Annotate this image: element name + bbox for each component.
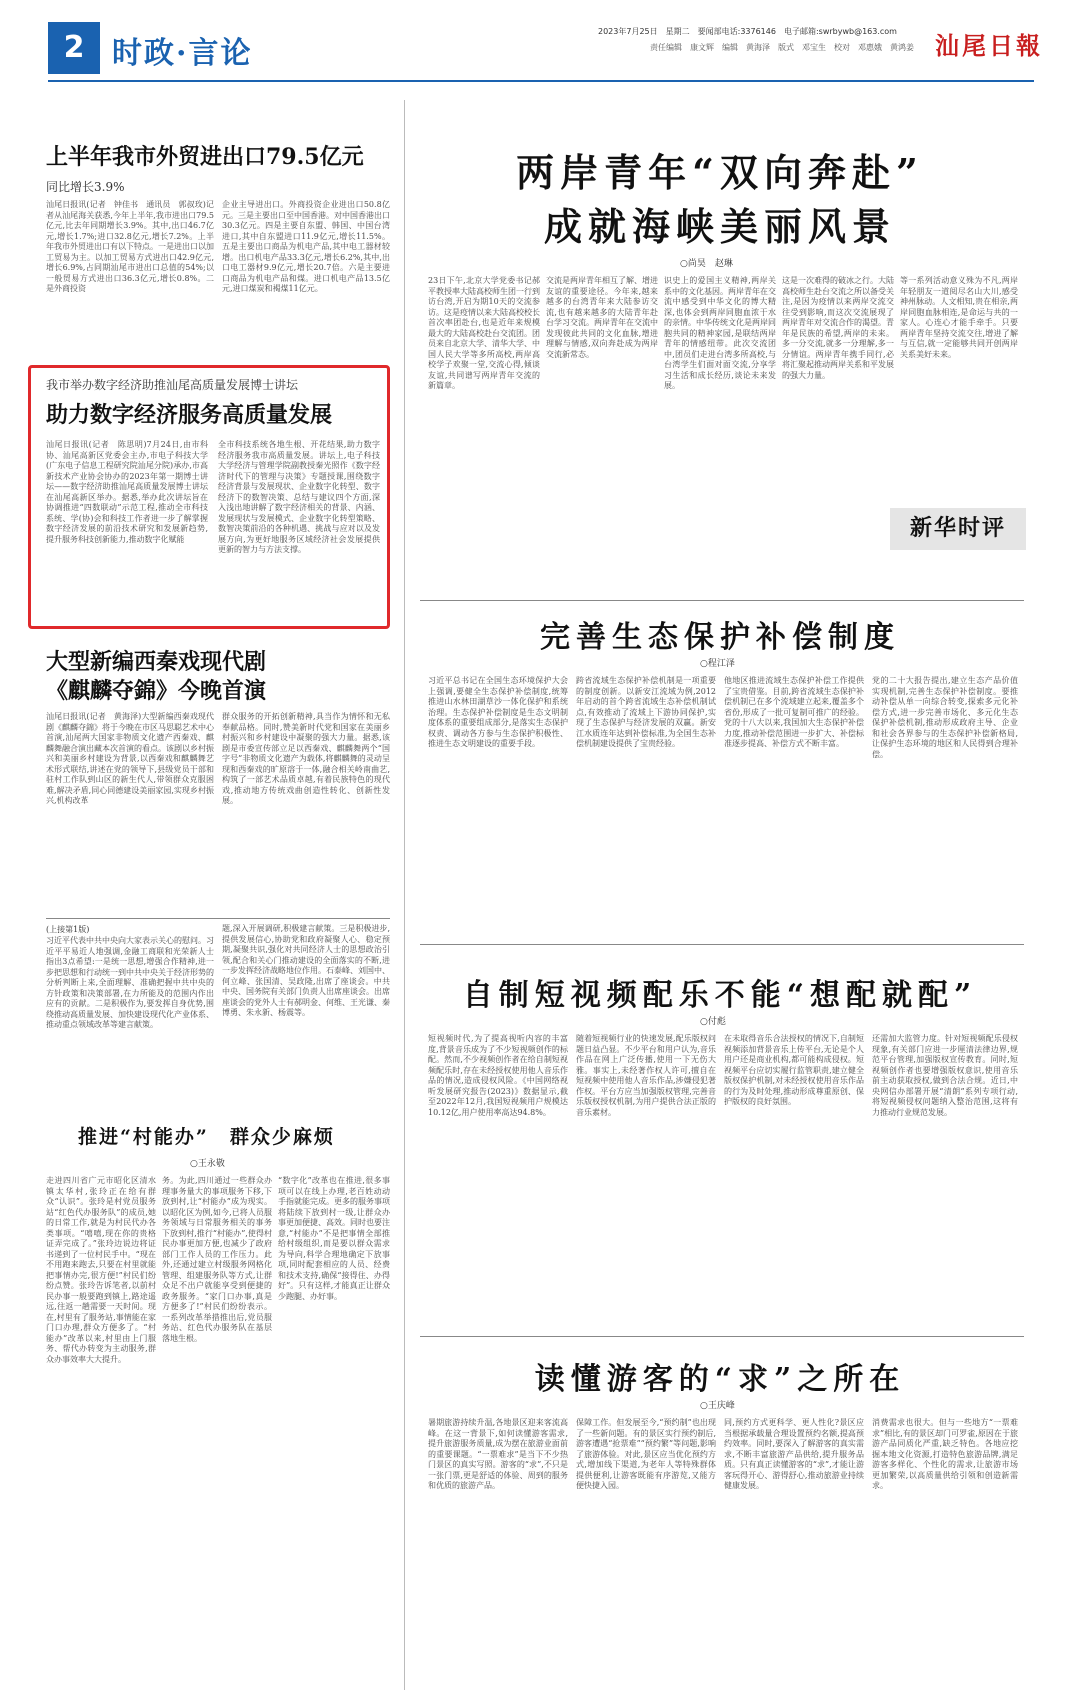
trade-subhead: 同比增长3.9% [46, 180, 125, 194]
village-body-col1: 走进四川省广元市昭化区清水镇太华村,张玲正在给有群众“认识”。张玲是村党员服务站“红色代办服务队”的成员,她的日常工作,就是为村民代办各类事项。“嘻嘻,现在你的贵格证弄完成了。”张玲边说边将证书递到了一位村民手中。“现在不用跑来跑去,只要在村里就能把事情办完,很方便!”村民们纷纷点赞。张玲告诉笔者,以前村民办事一般要跑到镇上,路途遥远,往返一趟需要一天时间。现在,村里有了服务站,事情能在家门口办理,群众方便多了。“村能办”改革以来,村里由上门服务、帮代办转变为主动服务,群众办事效率大大提升。 [46, 1176, 156, 1364]
village-byline: ○王永敬 [190, 1159, 225, 1169]
crossstrait-body-col2: 交流是两岸青年相互了解、增进友谊的重要途径。今年来,越来越多的台湾青年来大陆参访交流,也有越来越多的大陆青年赴台学习交流。两岸青年在交流中发现彼此共同的文化血脉,增进理解与情感,双向奔赴成为两岸交流新常态。 [546, 276, 658, 359]
crossstrait-body-col1: 23日下午,北京大学党委书记郝平教授率大陆高校师生团一行到访台湾,开启为期10天的交流参访。这是疫情以来大陆高校校长首次率团赴台,也是近年来规模最大的大陆高校赴台交流团。团员来自北京大学、清华大学、中国人民大学等多所高校,两岸高校学子欢聚一堂,交流心得,倾谈友谊,共同谱写两岸青年交流的新篇章。 [428, 276, 540, 390]
continued-body-col2: 题,深入开展调研,积极建言献策。三是积极进步,提供发展信心,协助党和政府凝聚人心、稳定预期,凝聚共识,强化对共同经济人士的思想政治引领,配合和关心门推动建设的全面落实的不断,进一步发挥经济战略地位作用。石泰峰、刘国中、何立峰、张国清、吴政隆,出席了座谈会。中共中央、国务院有关部门负责人出席座谈会。出席座谈会的党外人士有郝明金、何维、王光谦、秦博勇、朱永新、杨震等。 [222, 924, 390, 1017]
trade-body-col2: 企业主导进出口。外商投资企业进出口50.8亿元。三是主要出口至中国香港。对中国香港出口30.3亿元。四是主要自东盟、韩国、中国台湾进口,其中自东盟进口11.9亿元,增长11.5%。五是主要出口商品为机电产品,其中电工器材较增。出口机电产品33.3亿元,增长6.2%,其中,出口电工器材9.9亿元,增长20.7倍。六是主要进口商品为机电产品和煤。进口机电产品13.5亿元,进口煤炭和褐煤11亿元。 [222, 200, 390, 293]
village-headline: 推进“村能办” 群众少麻烦 [78, 1126, 335, 1148]
shortvideo-body-col1: 短视频时代,为了提高视听内容的丰富度,背景音乐成为了不少短视频创作的标配。然而,不少视频创作者在给自制短视频配乐时,存在未经授权使用他人音乐作品的情况,造成侵权风险。《中国网络视听发展研究报告(2023)》数据显示,截至2022年12月,我国短视频用户规模达10.12亿,用户使用率高达94.8%。 [428, 1034, 568, 1117]
digital-body-col1: 汕尾日报讯(记者 陈思明)7月24日,由市科协、汕尾高新区党委会主办,市电子科技大学(广东电子信息工程研究院汕尾分院)承办,市高新技术产业协会协办的2023年第一期博士讲坛——数字经济助推汕尾高质量发展博士讲坛在汕尾高新区举办。据悉,举办此次讲坛旨在协调推进“四数联动”示范工程,推动全市科技系统、学(协)会和科技工作者进一步了解掌握数字经济发展的前沿技术研究和发展新趋势,提升服务科技创新能力,推动数字化赋能 [46, 440, 208, 544]
crossstrait-body-col3: 识史上的爱国主义精神,两岸关系中的文化基因。两岸青年在交流中感受到中华文化的博大精深,也体会到两岸同胞血浓于水的亲情。中华传统文化是两岸同胞共同的精神家园,是联结两岸青年的情感纽带。此次交流团中,团员们走进台湾多所高校,与台湾学生们面对面交流,分享学习生活和成长经历,谈论未来发展。 [664, 276, 776, 390]
newspaper-logo: 汕尾日報 [935, 31, 1043, 60]
tourist-body-col4: 消费需求也很大。但与一些地方“一票难求”相比,有的景区却门可罗雀,原因在于旅游产品同质化严重,缺乏特色。各地应挖掘本地文化资源,打造特色旅游品牌,满足游客多样化、个性化的需求,让旅游市场更加繁荣,以高质量供给引领和创造新需求。 [872, 1418, 1018, 1490]
crossstrait-body-col4: 这是一次难得的破冰之行。大陆高校师生赴台交流之所以备受关注,是因为疫情以来两岸交流交往受到影响,而这次交流展现了两岸青年对交流合作的渴望。青年是民族的希望,两岸的未来。多一分交流,就多一分理解,多一分情谊。两岸青年携手同行,必将汇聚起推动两岸关系和平发展的强大力量。 [782, 276, 894, 380]
shortvideo-byline: ○付彪 [700, 1017, 726, 1027]
divider-3 [420, 1336, 1024, 1337]
shortvideo-body-col3: 在未取得音乐合法授权的情况下,自制短视频添加背景音乐上传平台,无论是个人用户还是商业机构,都可能构成侵权。短视频平台应切实履行监管职责,建立健全版权保护机制,对未经授权使用音乐作品的行为及时处理,推动形成尊重原创、保护版权的良好氛围。 [724, 1034, 864, 1106]
crossstrait-body-col5: 等一系列活动意义殊为不凡,两岸年轻朋友一道阅尽名山大川,感受神州脉动。人文相知,贵在相亲,两岸同胞血脉相连,是命运与共的一家人。心连心才能手牵手。只要两岸青年坚持交流交往,增进了解与互信,就一定能够共同开创两岸关系美好未来。 [900, 276, 1018, 359]
village-body-col2: 务。为此,四川通过一些群众办理事务量大的事项服务下移,下放到村,让“村能办”成为现实。以昭化区为例,如今,已将人员服务领域与日常服务相关的事务下放到村,推行“村能办”,使得村民办事更加方便,也减少了政府部门工作人员的工作压力。此外,还通过建立村级服务网格化管理、组建服务队等方式,让群众足不出户就能享受到便捷的政务服务。“家门口办事,真是方便多了!”村民们纷纷表示。一系列改革举措推出后,党员服务站、红色代办服务队在基层落地生根。 [162, 1176, 272, 1343]
crossstrait-headline-line2: 成就海峡美丽风景 [543, 204, 896, 249]
masthead-rule [48, 80, 1034, 82]
left-divider [46, 918, 390, 919]
ecology-byline: ○程江泽 [700, 659, 735, 669]
column-divider [404, 100, 405, 1690]
editors-line: 责任编辑 康文辉 编辑 黄海泽 版式 邓宝生 校对 邓惠娥 黄鸿姜 [650, 43, 914, 52]
date-line: 2023年7月25日 星期二 要闻部电话:3376146 电子邮箱:swrbywb@163.com [598, 27, 897, 36]
tourist-body-col2: 保障工作。但发展至今,“预约制”也出现了一些新问题。有的景区实行预约制后,游客遭遇“抢票难”“预约繁”等问题,影响了旅游体验。对此,景区应当优化预约方式,增加线下渠道,为老年人等特殊群体提供便利,让游客既能有序游览,又能方便快捷入园。 [576, 1418, 716, 1490]
crossstrait-byline: ○尚昊 赵琳 [680, 259, 733, 269]
tourist-body-col1: 暑期旅游持续升温,各地景区迎来客流高峰。在这一背景下,如何读懂游客需求,提升旅游服务质量,成为摆在旅游业面前的重要课题。“一票难求”是当下不少热门景区的真实写照。游客的“求”,不只是一张门票,更是舒适的体验、周到的服务和优质的旅游产品。 [428, 1418, 568, 1490]
opera-body-col1: 汕尾日报讯(记者 黄海泽)大型新编西秦戏现代剧《麒麟夺錦》将于今晚在市区马思聪艺术中心首演,汕尾两大国家非物质文化遗产西秦戏、麒麟舞融合演出藏本次首演的看点。该剧以乡村振兴和美丽乡村建设为背景,以西秦戏和麒麟舞艺术形式联结,讲述在党的领导下,县级党员干部和驻村工作队到山区的新生代人,带领群众克服困难,解决矛盾,同心同德建设美丽家园,实现乡村振兴,机构改革 [46, 712, 214, 805]
ecology-body-col4: 党的二十大报告提出,建立生态产品价值实现机制,完善生态保护补偿制度。要推动补偿从单一向综合转变,探索多元化补偿方式,进一步完善市场化、多元化生态保护补偿机制,推动形成政府主导、企业和社会各界参与的生态保护补偿新格局,让保护生态环境的地区和人民得到合理补偿。 [872, 676, 1018, 759]
ecology-headline: 完善生态保护补偿制度 [540, 620, 900, 655]
continued-lead: (上接第1版) [46, 925, 90, 934]
xinhua-badge [890, 508, 1026, 550]
tourist-byline: ○王庆峰 [700, 1401, 735, 1411]
opera-headline-line1: 大型新编西秦戏现代剧 [46, 649, 267, 675]
digital-headline: 助力数字经济服务高质量发展 [46, 402, 333, 428]
ecology-body-col1: 习近平总书记在全国生态环境保护大会上强调,要健全生态保护补偿制度,统筹推进山水林田湖草沙一体化保护和系统治理。生态保护补偿制度是生态文明制度体系的重要组成部分,是落实生态保护权责、调动各方参与生态保护积极性、推进生态文明建设的重要手段。 [428, 676, 568, 748]
shortvideo-body-col4: 还需加大监管力度。针对短视频配乐侵权现象,有关部门应进一步厘清法律边界,规范平台管理,加强版权宣传教育。同时,短视频创作者也要增强版权意识,使用音乐前主动获取授权,做到合法合规。近日,中央网信办部署开展“清朗”系列专项行动,将短视频侵权问题纳入整治范围,这将有力推动行业规范发展。 [872, 1034, 1018, 1117]
divider-2 [420, 944, 1024, 945]
shortvideo-headline: 自制短视频配乐不能“想配就配” [462, 978, 978, 1013]
trade-body-col1: 汕尾日报讯(记者 钟佳书 通讯员 郭叔玫)记者从汕尾海关获悉,今年上半年,我市进出口79.5亿元,比去年同期增长3.9%。其中,出口46.7亿元,增长1.7%;进口32.8亿元,增长7.2%。上半年我市外贸进出口有以下特点。一是进出口以加工贸易为主。以加工贸易方式进出口42.9亿元,增长6.9%,占同期汕尾市进出口总值的54%;以一般贸易方式进出口36.3亿元,增长0.8%。二是外商投资 [46, 200, 214, 293]
opera-headline-line2: 《麒麟夺錦》今晚首演 [46, 678, 267, 704]
section-title: 时政·言论 [112, 36, 253, 71]
ecology-body-col2: 跨省流域生态保护补偿机制是一项重要的制度创新。以新安江流域为例,2012年启动的首个跨省流域生态补偿机制试点,有效推动了流域上下游协同保护,实现了生态保护与经济发展的双赢。新安江水质连年达到补偿标准,为全国生态补偿机制建设提供了宝贵经验。 [576, 676, 716, 748]
page-number: 2 [48, 22, 100, 74]
crossstrait-headline-line1: 两岸青年“双向奔赴” [516, 150, 924, 195]
shortvideo-body-col2: 随着短视频行业的快速发展,配乐版权问题日益凸显。不少平台和用户认为,音乐作品在网上广泛传播,使用一下无伤大雅。事实上,未经著作权人许可,擅自在短视频中使用他人音乐作品,涉嫌侵犯著作权。平台方应当加强版权管理,完善音乐版权授权机制,为用户提供合法正版的音乐素材。 [576, 1034, 716, 1117]
tourist-headline: 读懂游客的“求”之所在 [534, 1362, 906, 1397]
digital-kicker: 我市举办数字经济助推汕尾高质量发展博士讲坛 [46, 378, 299, 392]
ecology-body-col3: 他地区推进流域生态保护补偿工作提供了宝贵借鉴。目前,跨省流域生态保护补偿机制已在多个流域建立起来,覆盖多个省份,形成了一批可复制可推广的经验。党的十八大以来,我国加大生态保护补偿力度,推动补偿范围进一步扩大、补偿标准逐步提高、补偿方式不断丰富。 [724, 676, 864, 748]
continued-body-col1: 习近平代表中共中央向大家表示关心的慰问。习近平平易近人地强调,金融工商联和光荣新人士指出3点希望:一是统一思想,增强合作精神,进一步把思想和行动统一到中共中央关于经济形势的分析判断上来,全面理解、准确把握中共中央的方针政策和决策部署,在力所能及的范围内作出应有的贡献。二是积极作为,要发挥自身优势,围绕推动高质量发展、加快建设现代化产业体系、推动重点领域改革等建言献策。 [46, 936, 214, 1029]
divider-1 [420, 600, 1024, 601]
tourist-body-col3: 同,预约方式更科学、更人性化?景区应当根据承载量合理设置预约名额,提高预约效率。同时,要深入了解游客的真实需求,不断丰富旅游产品供给,提升服务品质。只有真正读懂游客的“求”,才能让游客玩得开心、游得舒心,推动旅游业持续健康发展。 [724, 1418, 864, 1490]
xinhua-label: 新华时评 [909, 516, 1006, 541]
trade-headline: 上半年我市外贸进出口79.5亿元 [46, 144, 364, 170]
village-body-col3: “数字化”改革也在推进,很多事项可以在线上办理,老百姓动动手指就能完成。更多的服务事项将陆续下放到村一级,让群众办事更加便捷、高效。同时也要注意,“村能办”不是把事情全部推给村级组织,而是要以群众需求为导向,科学合理地确定下放事项,同时配套相应的人员、经费和技术支持,确保“接得住、办得好”。只有这样,才能真正让群众少跑腿、办好事。 [278, 1176, 390, 1301]
opera-body-col2: 群众服务的开拓创新精神,具当作为情怀和无私奉献品格。同时,赞美新时代党和国家在美丽乡村振兴和乡村建设中凝聚的强大力量。据悉,该剧是市委宣传部立足以西秦戏、麒麟舞两个“国字号”非物质文化遗产为载体,将麒麟舞的灵动呈现和西秦戏的旷原溶于一体,融合相关岭南曲艺,构筑了一部艺术品质卓越,有着民族特色的现代戏,推动地方传统戏曲创造性转化、创新性发展。 [222, 712, 390, 805]
digital-body-col2: 全市科技系统各地生根、开花结果,助力数字经济服务我市高质量发展。讲坛上,电子科技大学经济与管理学院副教授秦光照作《数字经济时代下的管理与决策》专题授课,围绕数字经济背景与发展现状、企业数字化转型、数字经济下的数智决策、总结与建议四个方面,深入浅出地讲解了数字经济相关的背景、内涵、发展现状与发展模式、企业数字化转型策略、数智决策前沿的各种机遇、挑战与应对以及发展方向,为更好地服务区域经济社会发展提供更新的智力与方法支撑。 [218, 440, 380, 554]
